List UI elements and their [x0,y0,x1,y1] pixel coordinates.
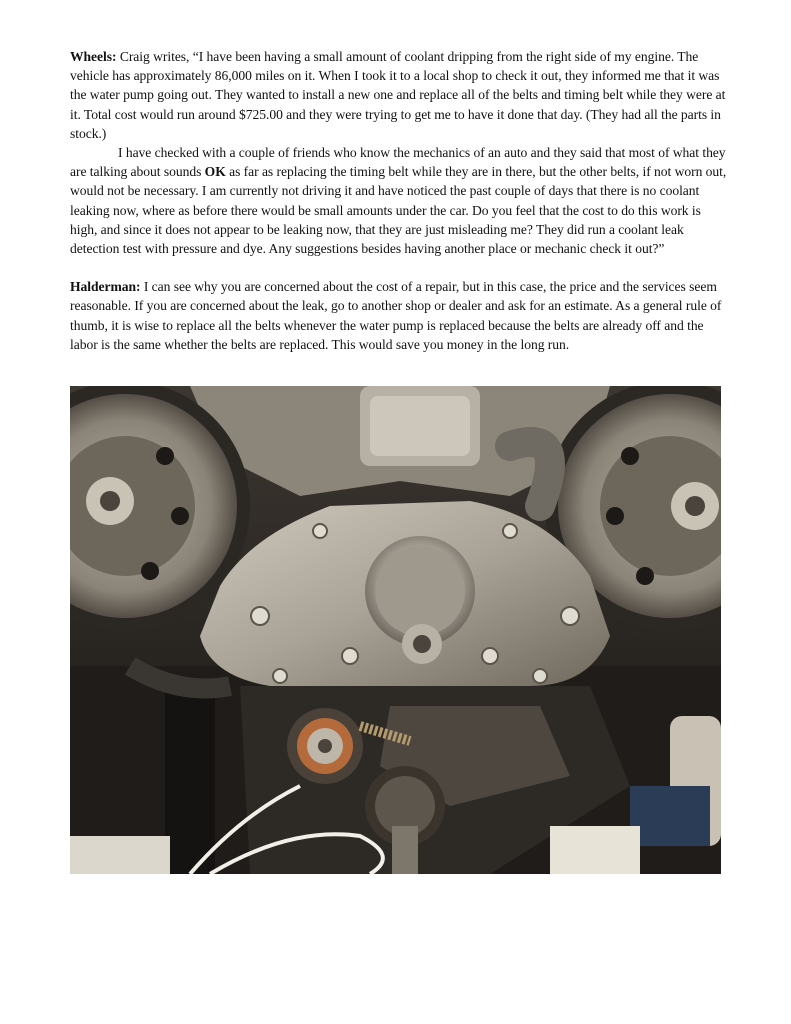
question-text-2a: I have checked with a couple of friends who know the mechanics of an auto and they said that most of what they are talking about sounds [70,145,726,180]
question-paragraph-2 [70,143,730,258]
question-text-1: Craig writes, “I have been having a small amount of coolant dripping from the right side of my engine. The vehicle has approximately 86,000 miles on it. When I took it to a local shop to check it out, they informed me that it was the water pump going out. They wanted to install a new one and replace all of the belts and timing belt while they were at it. Total cost would run around $725.00 and they were trying to get me to have it done that day. (They had all the parts in stock.) [70,49,726,141]
answer-text: I can see why you are concerned about the cost of a repair, but in this case, the price and the services seem reasonable. If you are concerned about the leak, go to another shop or dealer and ask for an estimate. As a general rule of thumb, it is wise to replace all the belts whenever the water pump is replaced because the belts are already off and the labor is the same whether the belts are replaced. This would save you money in the long run. [70,279,722,352]
engine-photo-illustration [70,386,721,874]
question-paragraph-1 [70,47,730,143]
engine-photo [70,386,721,874]
tensioner-pulley [287,708,363,784]
paragraph-gap [70,258,730,277]
question-speaker: Wheels: [70,49,117,64]
question-text-2-bold: OK [204,164,226,180]
question-text-2b: as far as replacing the timing belt while they are in there, but the other belts, if not worn out, would not be necessary. I am currently not driving it and have noticed the past couple of days that there is no coolant leaking now, where as before there would be small amounts under the car. Do you feel that the cost to do this work is high, and since it does not appear to be leaking now, that they are just misleading me? They did run a coolant leak detection test with pressure and dye. Any suggestions besides having another place or mechanic check it out?” [70,164,727,257]
article-text [70,47,730,354]
answer-speaker: Halderman: [70,279,141,295]
answer-paragraph [70,277,730,354]
